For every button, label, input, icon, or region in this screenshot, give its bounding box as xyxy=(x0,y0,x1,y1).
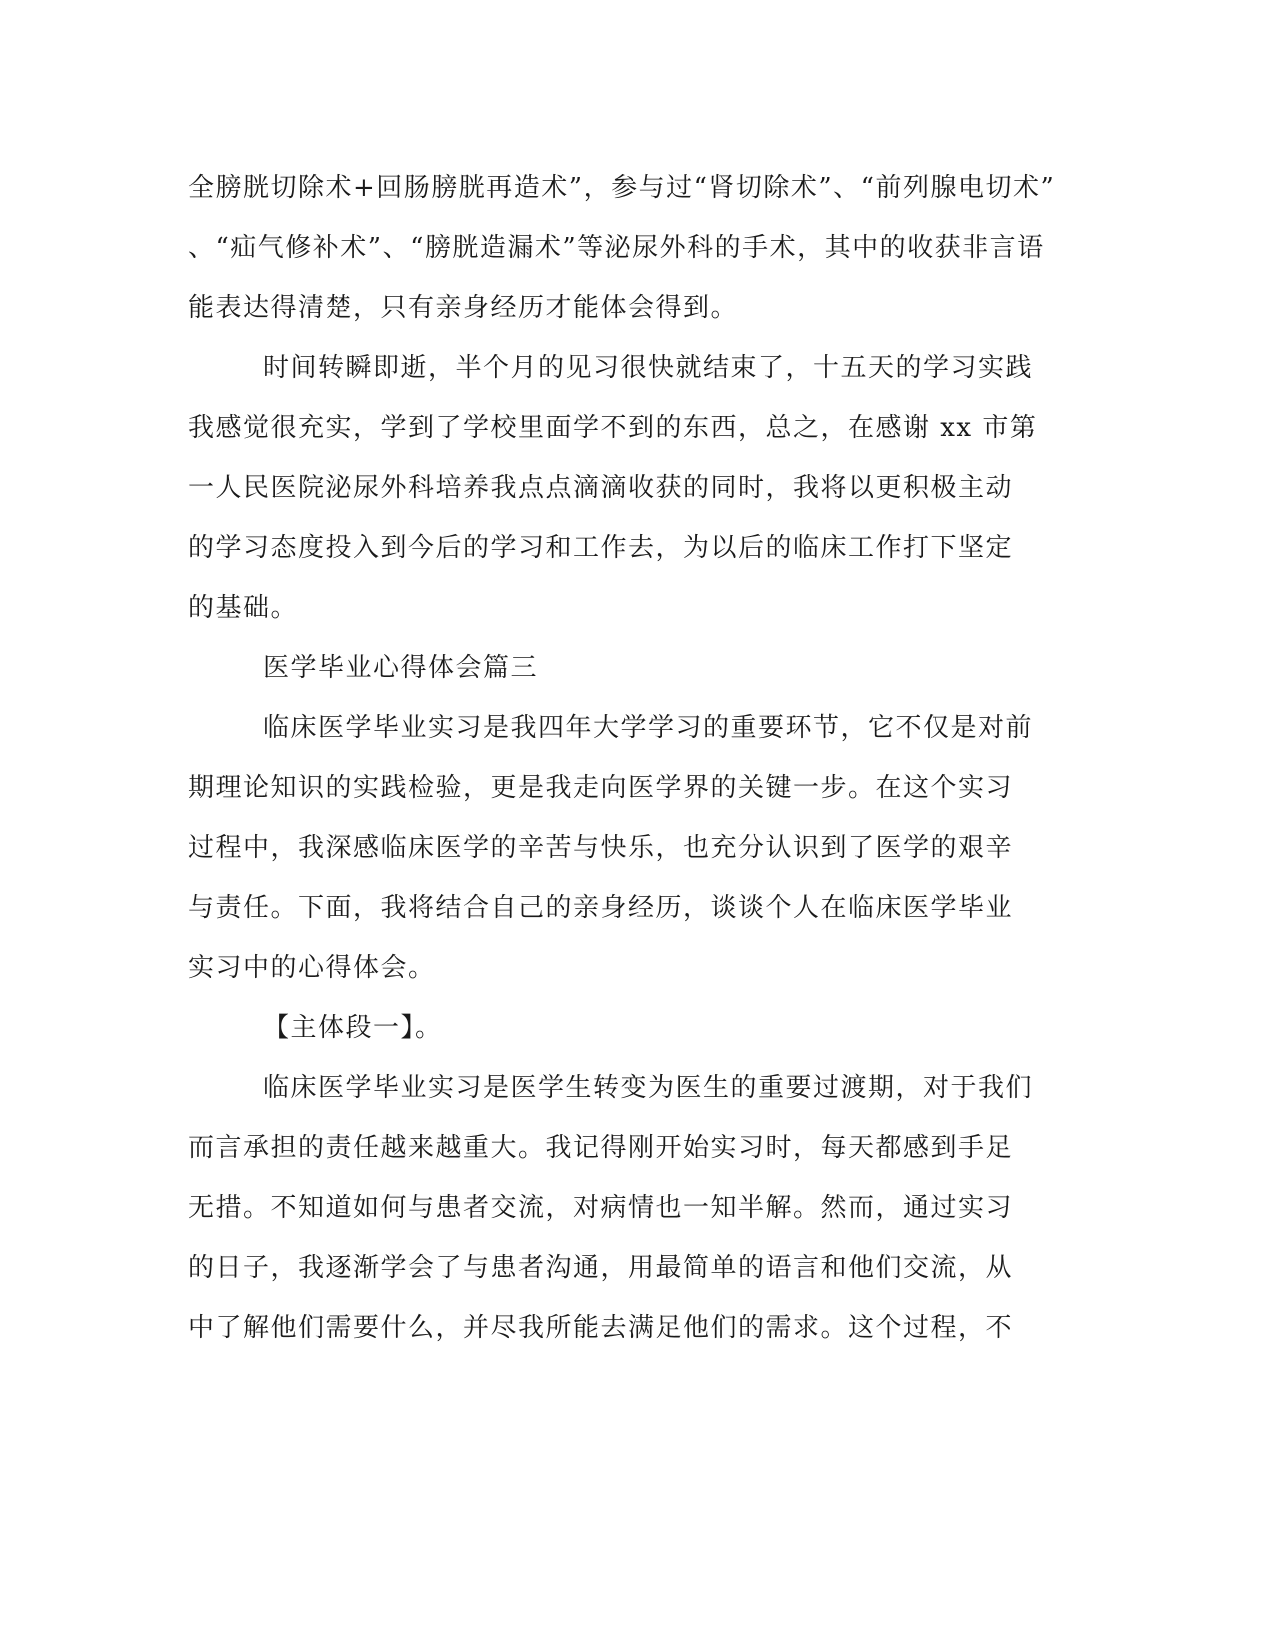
text-line: 的日子，我逐渐学会了与患者沟通，用最简单的语言和他们交流，从 xyxy=(188,1253,1014,1283)
section-heading: 医学毕业心得体会篇三 xyxy=(263,653,539,683)
paragraph-start-line: 临床医学毕业实习是我四年大学学习的重要环节，它不仅是对前 xyxy=(263,713,1034,743)
paragraph-start-line: 时间转瞬即逝，半个月的见习很快就结束了，十五天的学习实践 xyxy=(263,353,1034,383)
text-line: 过程中，我深感临床医学的辛苦与快乐，也充分认识到了医学的艰辛 xyxy=(188,833,1014,863)
text-line: 与责任。下面，我将结合自己的亲身经历，谈谈个人在临床医学毕业 xyxy=(188,893,1014,923)
text-line: 而言承担的责任越来越重大。我记得刚开始实习时，每天都感到手足 xyxy=(188,1133,1014,1163)
text-line: 的基础。 xyxy=(188,593,299,623)
document-body xyxy=(188,158,1088,1358)
text-line: 、“疝气修补术”、“膀胱造漏术”等泌尿外科的手术，其中的收获非言语 xyxy=(188,233,1045,263)
text-line: 无措。不知道如何与患者交流，对病情也一知半解。然而，通过实习 xyxy=(188,1193,1014,1223)
paragraph-start-line: 临床医学毕业实习是医学生转变为医生的重要过渡期，对于我们 xyxy=(263,1073,1034,1103)
text-line: 的学习态度投入到今后的学习和工作去，为以后的临床工作打下坚定 xyxy=(188,533,1014,563)
text-line: 能表达得清楚，只有亲身经历才能体会得到。 xyxy=(188,293,739,323)
text-line: 全膀胱切除术+回肠膀胱再造术”，参与过“肾切除术”、“前列腺电切术” xyxy=(188,173,1056,203)
text-line: 我感觉很充实，学到了学校里面学不到的东西，总之，在感谢 xx 市第 xyxy=(188,413,1038,443)
text-line: 一人民医院泌尿外科培养我点点滴滴收获的同时，我将以更积极主动 xyxy=(188,473,1014,503)
subsection-heading: 【主体段一】。 xyxy=(263,1013,443,1043)
text-line: 实习中的心得体会。 xyxy=(188,953,436,983)
text-line: 期理论知识的实践检验，更是我走向医学界的关键一步。在这个实习 xyxy=(188,773,1014,803)
text-line: 中了解他们需要什么，并尽我所能去满足他们的需求。这个过程，不 xyxy=(188,1313,1014,1343)
